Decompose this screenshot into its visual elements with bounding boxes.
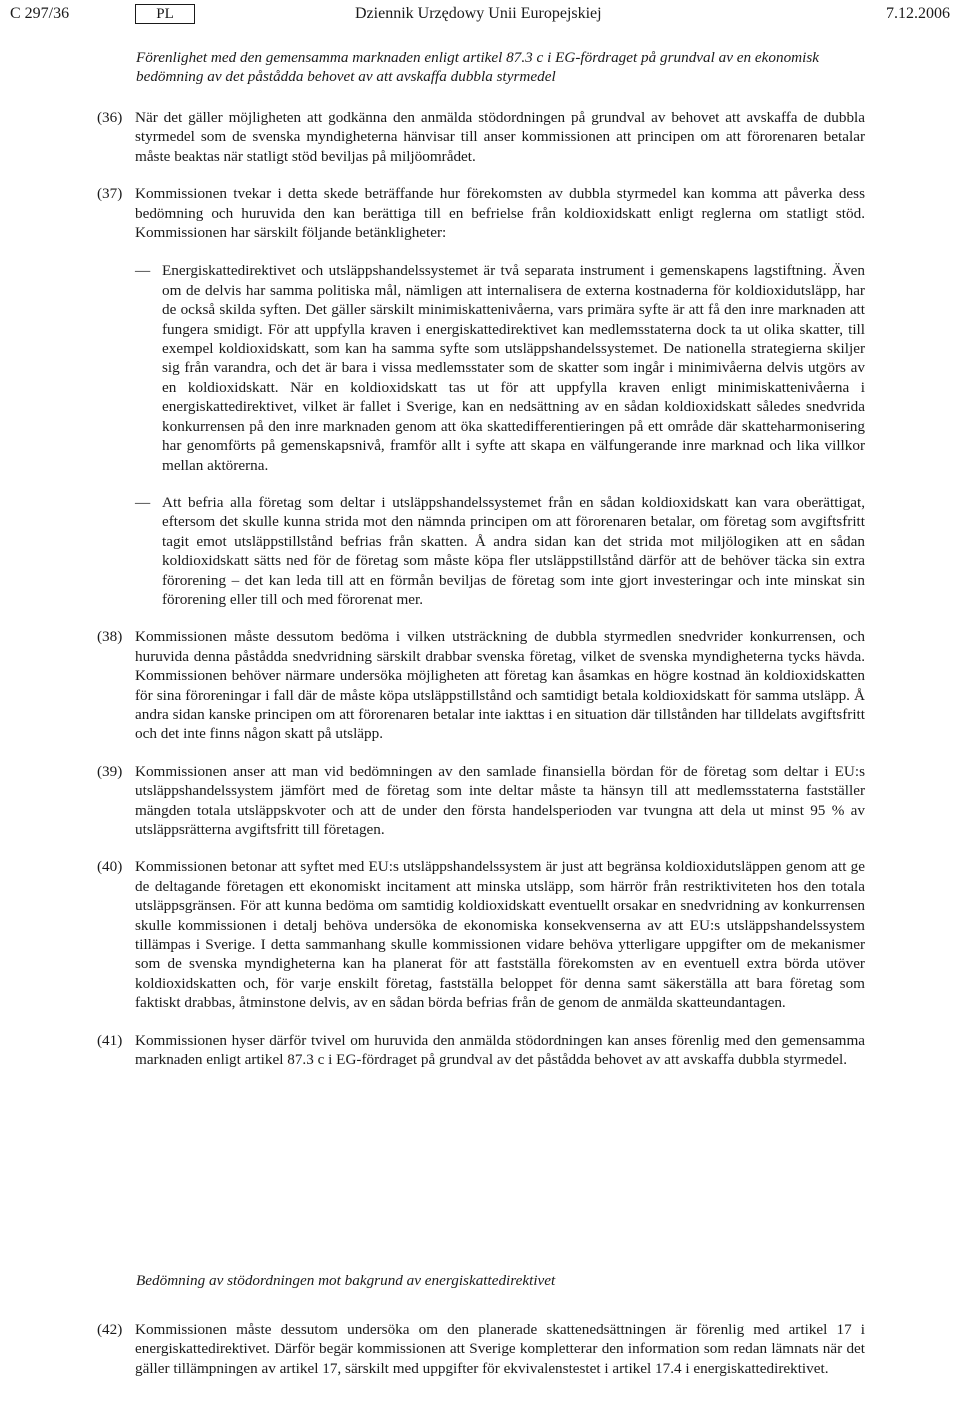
second-section-content: [97, 1320, 865, 1396]
paragraph-text: Kommissionen betonar att syftet med EU:s utsläppshandelssystem är just att begränsa koldioxidutsläppen genom att ge de deltagande företagen ett ekonomiskt incitament att minska utsläpp, som härrör från restriktiviteten hos den totala utsläppsgränsen. För att kunna bedöma om samtidig koldioxidskatt eventuellt orsakar en snedvridning av konkurrensen skulle kommissionen i detalj behöva undersöka de ekonomiska konsekvenserna av att EU:s utsläppshandelssystem tillämpas i Sverige. I detta sammanhang skulle kommissionen vidare behöva ytterligare uppgifter om de mekanismer som de svenska myndigheterna kan ha planerat för att fastställa förekomsten av en eventuell extra börda utöver koldioxidskatten och, för varje enskilt företag, fastställa beloppet för denna samt säkerställa att bara företag som faktiskt drabbas, åtminstone delvis, av en sådan börda befrias från de genom de anmälda skatteundantagen.: [135, 858, 865, 1012]
paragraph-text: Kommissionen måste dessutom undersöka om den planerade skattenedsättningen är förenlig med artikel 17 i energiskattedirektivet. Därför begär kommissionen att Sverige kompletterar den information som redan lämnats när det gäller tillämpningen av artikel 17, särskilt med uppgifter för ekvivalenstestet i artikel 17.4 i energiskattedirektivet.: [135, 1321, 865, 1377]
paragraph-text: Kommissionen måste dessutom bedöma i vilken utsträckning de dubbla styrmedlen snedvrider konkurrensen, och huruvida denna påstådda snedvridning särskilt drabbar svenska företag, vilket de svenska myndigheterna tycks hävda. Kommissionen behöver närmare undersöka möjligheten att företag kan åsamkas en högre kostnad än koldioxidskatten för sina föroreningar i fall där de måste köpa utsläppstillstånd och samtidigt betala koldioxidskatt för samma utsläpp. Å andra sidan kanske principen om att förorenaren betalar inte iakttas i en situation där tillstånden har tilldelats avgiftsfritt och det inte finns någon skatt på utsläpp.: [135, 628, 865, 743]
paragraph-text: När det gäller möjligheten att godkänna den anmälda stödordningen på grundval av behovet att avskaffa de dubbla styrmedel som de svenska myndigheterna hänvisar till anser kommissionen att principen om att förorenaren betalar måste beaktas när statligt stöd beviljas på miljöområdet.: [135, 109, 865, 165]
paragraph-38: [97, 627, 865, 743]
indent-item: [135, 261, 865, 474]
paragraph-number: (42): [97, 1321, 123, 1338]
language-badge: PL: [135, 4, 195, 24]
paragraph-40: [97, 857, 865, 1012]
paragraph-number: (41): [97, 1031, 123, 1049]
paragraph-37: [97, 184, 865, 609]
dash-marker: —: [135, 262, 151, 280]
indent-list: [135, 261, 865, 609]
section-heading: Bedömning av stödordningen mot bakgrund av energiskattedirektivet: [136, 1272, 556, 1289]
paragraph-42: [97, 1320, 865, 1378]
paragraph-text: Kommissionen anser att man vid bedömningen av den samlade finansiella bördan för de företag som deltar i EU:s utsläppshandelssystem jämfört med de företag som inte deltar måste ta hänsyn till att medlemsstaterna fastställer mängden totala utsläppskvoter och att de under den första handelsperioden var tvungna att dela ut minst 95 % av utsläppsrätterna avgiftsfritt till företagen.: [135, 762, 865, 838]
section-heading: Förenlighet med den gemensamma marknaden enligt artikel 87.3 c i EG-fördraget på grundval av en ekonomisk bedömning av det påstådda behovet av att avskaffa dubbla styrmedel: [136, 49, 820, 86]
journal-title: Dziennik Urzędowy Unii Europejskiej: [355, 5, 602, 22]
paragraph-number: (38): [97, 628, 123, 646]
paragraph-36: [97, 108, 865, 166]
paragraph-number: (37): [97, 185, 123, 203]
page-reference: C 297/36: [10, 5, 70, 22]
indent-text: Att befria alla företag som deltar i utsläppshandelssystemet från en sådan koldioxidskatt kan vara oberättigat, eftersom det skulle kunna strida mot den nämnda principen om att förorenaren betalar, om företag som avgiftsfritt tagit emot utsläppstillstånd befrias från skatten. Å andra sidan kan det strida mot miljölogiken att en sådan koldioxidskatt sätts ned för de företag som måste köpa fler utsläppstillstånd därför att de behöver täcka sin extra förorening – det kan leda till att en förmån beviljas de företag som inte gjort investeringar och inte minskat sin förorening eller till och med förorenat mer.: [162, 493, 865, 608]
indent-item: [135, 493, 865, 609]
paragraph-39: [97, 762, 865, 840]
page-header: [10, 2, 950, 26]
paragraph-41: [97, 1031, 865, 1070]
paragraph-text: Kommissionen tvekar i detta skede beträffande hur förekomsten av dubbla styrmedel kan komma att påverka dess bedömning och huruvida den kan berättiga till en befrielse från koldioxidskatt enligt reglerna om statligt stöd. Kommissionen har särskilt följande betänkligheter:: [135, 185, 865, 242]
paragraph-number: (40): [97, 858, 123, 876]
indent-text: Energiskattedirektivet och utsläppshandelssystemet är två separata instrument i gemenskapens lagstiftning. Även om de delvis har samma politiska mål, nämligen att internalisera de externa kostnaderna för koldioxidutsläpp, har de också skilda syften. Det gäller särskilt minimiskattenivåerna, vars primära syfte är att få den inre marknaden att fungera smidigt. För att uppfylla kraven i energiskattedirektivet kan medlemsstaterna dock ta ut olika skatter, till exempel koldioxidskatt, som kan ha samma syfte som utsläppshandelssystemet. De nationella strategierna skiljer sig från varandra, och det är bara i vissa medlemsstater som de skatter som ingår i minimivåerna delvis utgörs av en koldioxidskatt. När en koldioxidskatt tas ut för att uppfylla kraven enligt minimiskattenivåerna i energiskattedirektivet, vilket är fallet i Sverige, kan en nedsättning av en sådan koldioxidskatt således snedvrida konkurrensen på den inre marknaden genom att öka skattedifferentieringen på ett område där skatteharmonisering har genomförts på gemenskapsnivå, framför allt i syfte att skapa en välfungerande inre marknad och lika villkor mellan aktörerna.: [162, 262, 865, 474]
paragraph-number: (39): [97, 762, 123, 780]
main-content: [97, 108, 865, 1087]
paragraph-text: Kommissionen hyser därför tvivel om huruvida den anmälda stödordningen kan anses förenlig med den gemensamma marknaden enligt artikel 87.3 c i EG-fördraget på grundval av det påstådda behovet av att avskaffa dubbla styrmedel.: [135, 1031, 865, 1069]
publication-date: 7.12.2006: [886, 5, 950, 22]
dash-marker: —: [135, 493, 151, 511]
paragraph-number: (36): [97, 109, 123, 126]
